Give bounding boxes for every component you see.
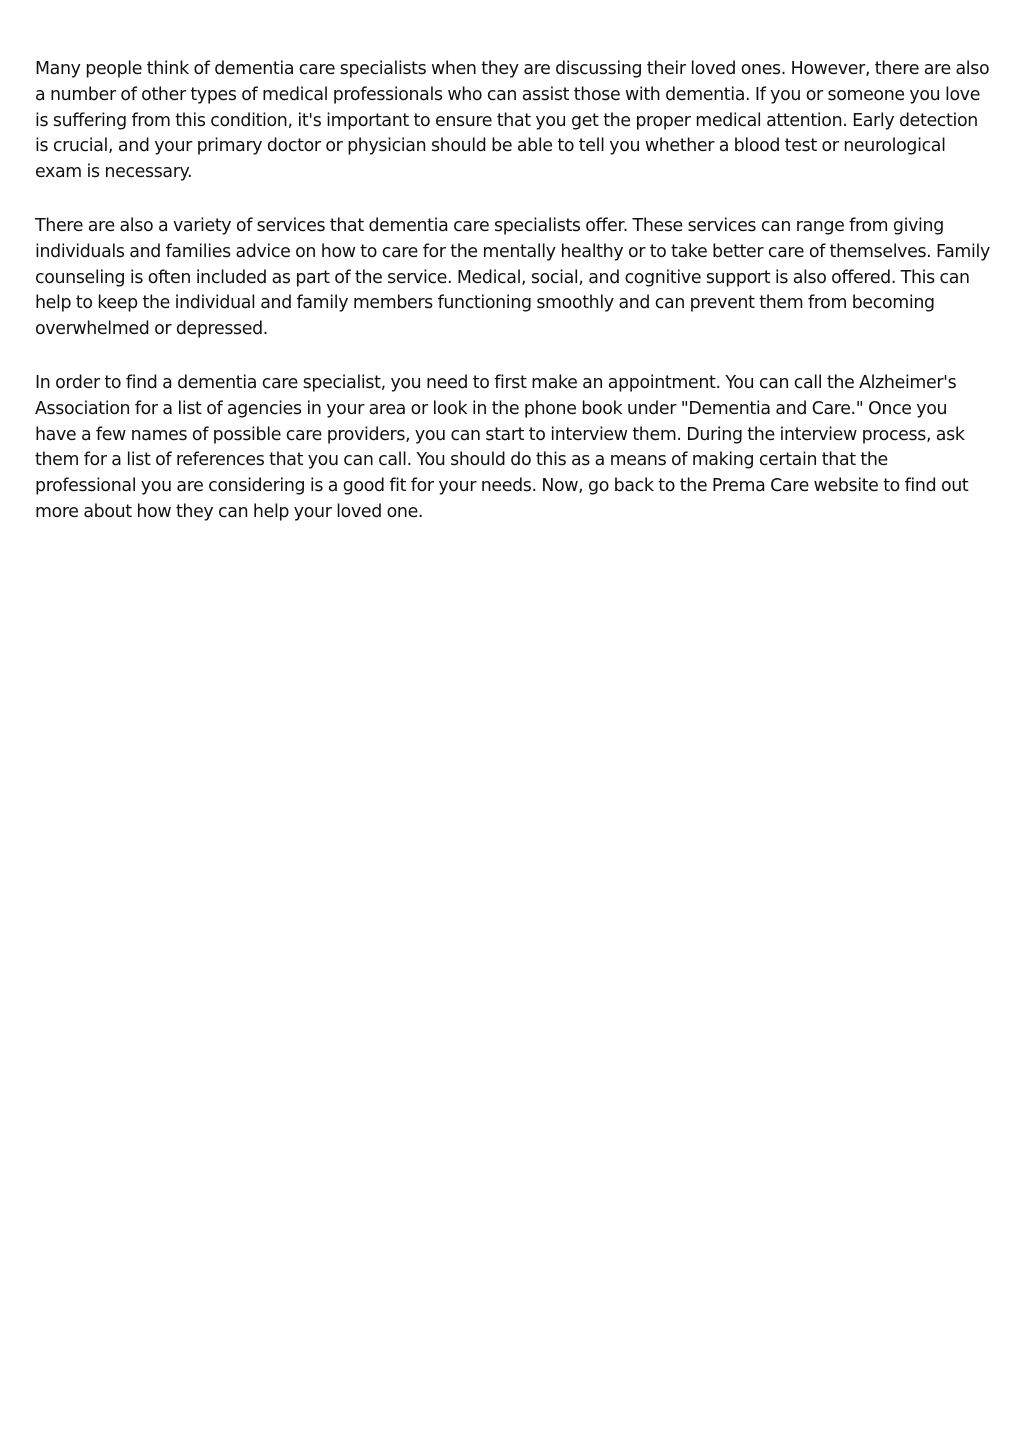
document-body	[35, 57, 993, 554]
paragraph-3: In order to find a dementia care specialist, you need to first make an appointment. You can call the Alzheimer's Association for a list of agencies in your area or look in the phone book under "Dementia and Care." Once you have a few names of possible care providers, you can start to interview them. During the interview process, ask them for a list of references that you can call. You should do this as a means of making certain that the professional you are considering is a good fit for your needs. Now, go back to the Prema Care website to find out more about how they can help your loved one.	[35, 372, 969, 522]
paragraph-2: There are also a variety of services that dementia care specialists offer. These services can range from giving individuals and families advice on how to care for the mentally healthy or to take better care of themselves. Family counseling is often included as part of the service. Medical, social, and cognitive support is also offered. This can help to keep the individual and family members functioning smoothly and can prevent them from becoming overwhelmed or depressed.	[35, 215, 990, 340]
paragraph-1: Many people think of dementia care specialists when they are discussing their loved ones. However, there are also a number of other types of medical professionals who can assist those with dementia. If you or someone you love is suffering from this condition, it's important to ensure that you get the proper medical attention. Early detection is crucial, and your primary doctor or physician should be able to tell you whether a blood test or neurological exam is necessary.	[35, 59, 990, 183]
